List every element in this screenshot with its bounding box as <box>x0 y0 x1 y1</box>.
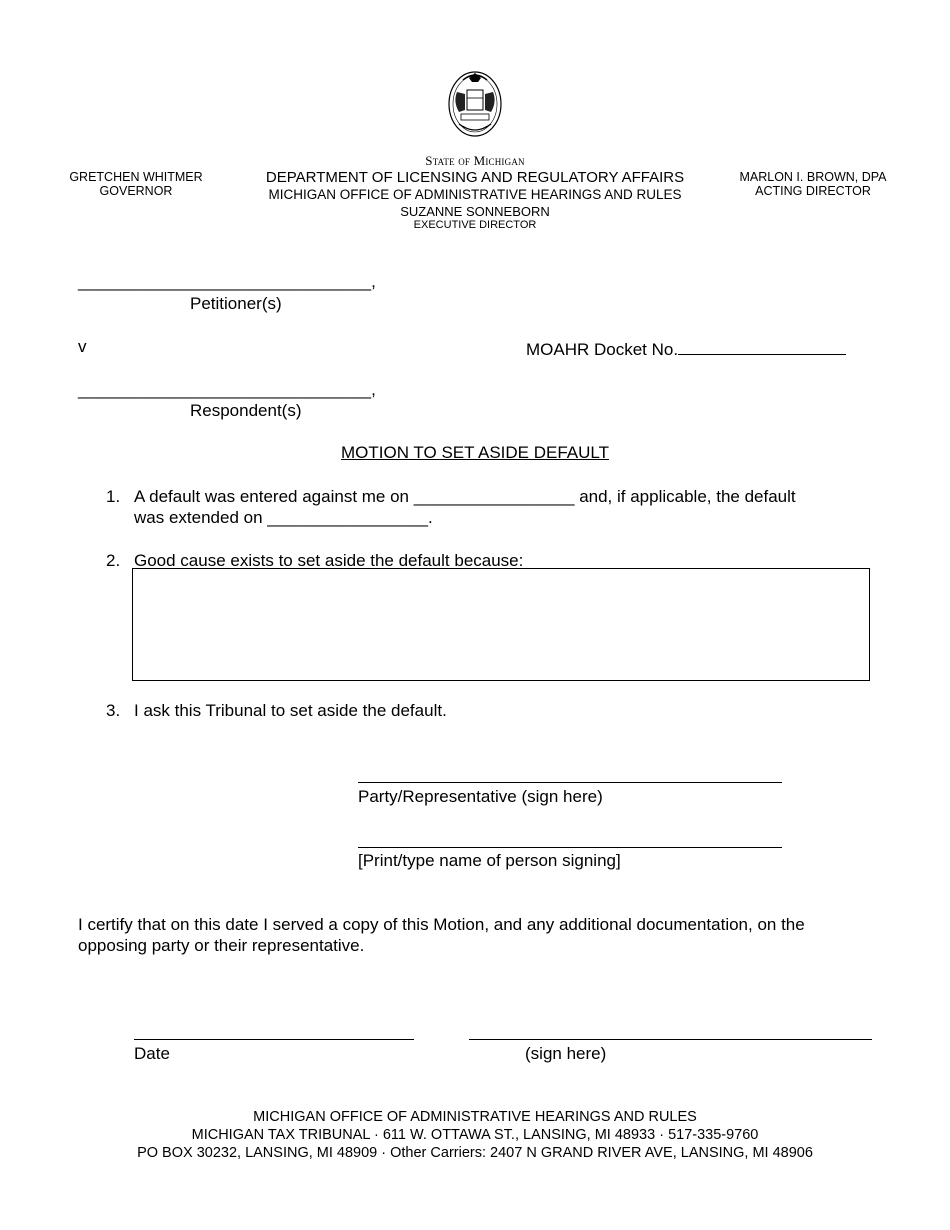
governor-block <box>55 170 217 198</box>
respondent-blank[interactable]: _______________________________, <box>78 380 376 399</box>
governor-title: GOVERNOR <box>99 184 173 198</box>
docket-field <box>526 337 846 360</box>
good-cause-textbox[interactable] <box>132 568 870 681</box>
item-1-line-1[interactable]: A default was entered against me on _________________ and, if applicable, the default <box>134 487 796 506</box>
department-name: DEPARTMENT OF LICENSING AND REGULATORY AFFAIRS <box>265 169 685 186</box>
certificate-line-2: opposing party or their representative. <box>78 936 365 955</box>
item-2-number: 2. <box>106 551 121 570</box>
footer-line-3: PO BOX 30232, LANSING, MI 48909 · Other Carriers: 2407 N GRAND RIVER AVE, LANSING, MI 48906 <box>137 1145 813 1161</box>
state-line <box>230 153 720 169</box>
respondent-label: Respondent(s) <box>190 401 302 420</box>
item-1-number: 1. <box>106 487 121 506</box>
item-2-text: Good cause exists to set aside the default because: <box>134 551 524 570</box>
docket-number-blank[interactable] <box>678 337 846 355</box>
versus-label: v <box>78 337 87 356</box>
item-3-number: 3. <box>106 701 121 720</box>
executive-director-title: EXECUTIVE DIRECTOR <box>413 219 537 231</box>
signature-label: Party/Representative (sign here) <box>358 787 603 806</box>
date-label: Date <box>134 1044 170 1063</box>
footer-line-1: MICHIGAN OFFICE OF ADMINISTRATIVE HEARINGS AND RULES <box>253 1109 697 1125</box>
item-3-text: I ask this Tribunal to set aside the default. <box>134 701 447 720</box>
print-name-label: [Print/type name of person signing] <box>358 851 621 870</box>
motion-title: MOTION TO SET ASIDE DEFAULT <box>341 443 609 462</box>
governor-name: GRETCHEN WHITMER <box>69 170 203 184</box>
date-line[interactable] <box>134 1039 414 1040</box>
office-name: MICHIGAN OFFICE OF ADMINISTRATIVE HEARINGS AND RULES <box>268 187 682 202</box>
certificate-signature-line[interactable] <box>469 1039 872 1040</box>
petitioner-label: Petitioner(s) <box>190 294 282 313</box>
certificate-line-1: I certify that on this date I served a copy of this Motion, and any additional documentation, on the <box>78 915 805 934</box>
docket-label: MOAHR Docket No. <box>526 340 679 359</box>
director-title: ACTING DIRECTOR <box>755 184 871 198</box>
certificate-sign-label: (sign here) <box>525 1044 607 1063</box>
michigan-state-seal <box>445 66 505 138</box>
director-block <box>728 170 898 198</box>
footer-line-2: MICHIGAN TAX TRIBUNAL · 611 W. OTTAWA ST., LANSING, MI 48933 · 517-335-9760 <box>191 1127 759 1143</box>
state-line-text: State of Michigan <box>425 153 525 168</box>
director-name: MARLON I. BROWN, DPA <box>739 170 887 184</box>
executive-director-name: SUZANNE SONNEBORN <box>400 204 550 219</box>
petitioner-blank[interactable]: _______________________________, <box>78 272 376 291</box>
print-name-line[interactable] <box>358 847 782 848</box>
signature-line[interactable] <box>358 782 782 783</box>
item-1-line-2[interactable]: was extended on _________________. <box>134 508 433 527</box>
